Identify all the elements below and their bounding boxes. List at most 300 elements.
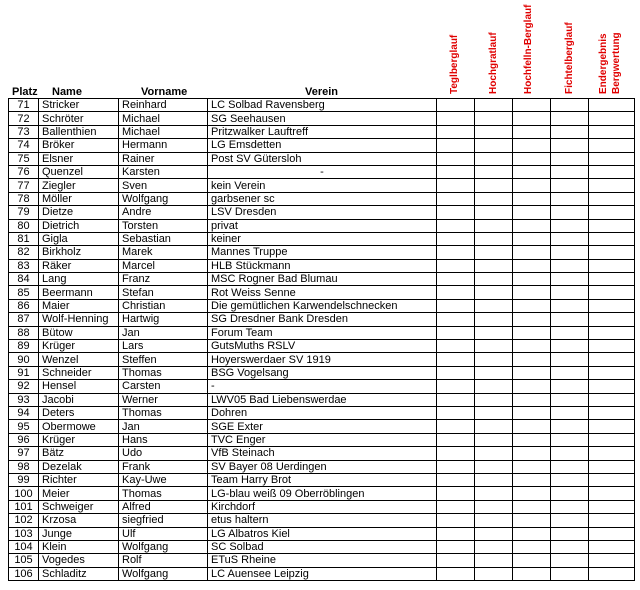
score-cell [475,192,513,205]
verein-cell: Die gemütlichen Karwendelschnecken [208,299,437,312]
vorname-cell: Thomas [119,406,208,419]
score-cell [551,514,589,527]
score-cell [513,460,551,473]
name-cell: Wolf-Henning [39,313,119,326]
score-cell [475,299,513,312]
score-cell [513,99,551,112]
verein-cell: MSC Rogner Bad Blumau [208,273,437,286]
score-cell [513,406,551,419]
score-cell [513,366,551,379]
platz-cell: 106 [9,567,39,580]
vorname-cell: Steffen [119,353,208,366]
platz-cell: 101 [9,500,39,513]
vorname-cell: Wolfgang [119,567,208,580]
score-cell [551,286,589,299]
score-cell [437,232,475,245]
score-cell [437,313,475,326]
vorname-cell: Carsten [119,380,208,393]
score-cell [551,473,589,486]
name-cell: Birkholz [39,246,119,259]
vorname-cell: Alfred [119,500,208,513]
score-cell [475,219,513,232]
table-row [9,165,635,178]
score-cell [589,125,635,138]
verein-cell: Team Harry Brot [208,473,437,486]
platz-cell: 77 [9,179,39,192]
name-cell: Vogedes [39,554,119,567]
verein-cell: HLB Stückmann [208,259,437,272]
score-cell [551,567,589,580]
vorname-cell: Hermann [119,139,208,152]
score-cell [513,473,551,486]
vorname-cell: Thomas [119,366,208,379]
score-cell [475,406,513,419]
header-hochgratlauf [489,2,507,94]
name-cell: Junge [39,527,119,540]
score-cell [589,393,635,406]
table-row [9,206,635,219]
vorname-cell: siegfried [119,514,208,527]
platz-cell: 102 [9,514,39,527]
score-cell [551,219,589,232]
score-cell [589,447,635,460]
table-row [9,554,635,567]
name-cell: Beermann [39,286,119,299]
score-cell [437,246,475,259]
score-cell [551,447,589,460]
table-row [9,273,635,286]
score-cell [513,192,551,205]
table-row [9,179,635,192]
table-row [9,447,635,460]
score-cell [513,433,551,446]
score-cell [589,232,635,245]
score-cell [513,514,551,527]
header-hochgratlauf-label: Hochgratlauf [488,32,499,94]
table-row [9,125,635,138]
verein-cell: keiner [208,232,437,245]
score-cell [551,313,589,326]
score-cell [589,420,635,433]
score-cell [551,540,589,553]
score-cell [475,540,513,553]
score-cell [513,299,551,312]
score-cell [437,179,475,192]
platz-cell: 92 [9,380,39,393]
verein-cell: - [208,380,437,393]
name-cell: Ballenthien [39,125,119,138]
verein-cell: Dohren [208,406,437,419]
platz-cell: 78 [9,192,39,205]
name-cell: Obermowe [39,420,119,433]
verein-cell: Hoyerswerdaer SV 1919 [208,353,437,366]
table-row [9,353,635,366]
vorname-cell: Ulf [119,527,208,540]
score-cell [551,273,589,286]
score-cell [589,192,635,205]
score-cell [437,514,475,527]
vorname-cell: Torsten [119,219,208,232]
verein-cell: LG-blau weiß 09 Oberröblingen [208,487,437,500]
platz-cell: 85 [9,286,39,299]
name-cell: Schröter [39,112,119,125]
verein-cell: Rot Weiss Senne [208,286,437,299]
platz-cell: 99 [9,473,39,486]
score-cell [475,259,513,272]
score-cell [551,380,589,393]
vorname-cell: Marek [119,246,208,259]
platz-cell: 72 [9,112,39,125]
name-cell: Richter [39,473,119,486]
table-row [9,540,635,553]
score-cell [475,366,513,379]
score-cell [589,514,635,527]
score-cell [437,340,475,353]
verein-cell: etus haltern [208,514,437,527]
score-cell [589,340,635,353]
score-cell [589,313,635,326]
platz-cell: 94 [9,406,39,419]
score-cell [589,326,635,339]
verein-cell: privat [208,219,437,232]
score-cell [437,259,475,272]
vorname-cell: Marcel [119,259,208,272]
score-cell [475,340,513,353]
score-cell [513,206,551,219]
name-cell: Krüger [39,340,119,353]
score-cell [513,286,551,299]
score-cell [513,246,551,259]
score-cell [475,393,513,406]
vorname-cell: Hans [119,433,208,446]
score-cell [551,206,589,219]
score-cell [437,165,475,178]
name-cell: Krüger [39,433,119,446]
platz-cell: 105 [9,554,39,567]
score-cell [589,99,635,112]
platz-cell: 91 [9,366,39,379]
table-row [9,246,635,259]
vorname-cell: Jan [119,420,208,433]
platz-cell: 84 [9,273,39,286]
score-cell [589,206,635,219]
score-cell [475,554,513,567]
vorname-cell: Kay-Uwe [119,473,208,486]
score-cell [589,165,635,178]
table-row [9,487,635,500]
score-cell [513,165,551,178]
score-cell [475,139,513,152]
score-cell [551,366,589,379]
verein-cell: SC Solbad [208,540,437,553]
platz-cell: 104 [9,540,39,553]
score-cell [437,406,475,419]
platz-cell: 82 [9,246,39,259]
verein-cell: kein Verein [208,179,437,192]
vorname-cell: Rolf [119,554,208,567]
results-rows [9,99,635,581]
score-cell [475,567,513,580]
header-teglberglauf [450,2,468,94]
verein-cell: - [208,165,437,178]
score-cell [513,527,551,540]
score-cell [589,353,635,366]
score-cell [551,125,589,138]
verein-cell: Forum Team [208,326,437,339]
score-cell [551,527,589,540]
score-cell [437,380,475,393]
score-cell [589,380,635,393]
header-endergebnis-label: Endergebnis [598,33,609,94]
score-cell [513,500,551,513]
score-cell [551,500,589,513]
name-cell: Stricker [39,99,119,112]
table-row [9,460,635,473]
score-cell [589,473,635,486]
name-cell: Bätz [39,447,119,460]
score-cell [437,326,475,339]
score-cell [437,273,475,286]
vorname-cell: Michael [119,112,208,125]
verein-cell: SG Seehausen [208,112,437,125]
name-cell: Bröker [39,139,119,152]
table-row [9,299,635,312]
platz-cell: 100 [9,487,39,500]
score-cell [513,313,551,326]
platz-cell: 83 [9,259,39,272]
score-cell [437,99,475,112]
verein-cell: LWV05 Bad Liebenswerdae [208,393,437,406]
score-cell [475,206,513,219]
table-row [9,232,635,245]
header-platz: Platz [12,86,38,98]
score-cell [513,273,551,286]
table-row [9,326,635,339]
vorname-cell: Thomas [119,487,208,500]
verein-cell: LC Auensee Leipzig [208,567,437,580]
score-cell [551,246,589,259]
name-cell: Quenzel [39,165,119,178]
platz-cell: 86 [9,299,39,312]
score-cell [475,165,513,178]
score-cell [475,99,513,112]
score-cell [589,152,635,165]
score-cell [551,554,589,567]
verein-cell: Kirchdorf [208,500,437,513]
score-cell [475,353,513,366]
score-cell [551,326,589,339]
score-cell [551,179,589,192]
verein-cell: ETuS Rheine [208,554,437,567]
score-cell [589,540,635,553]
name-cell: Möller [39,192,119,205]
score-cell [589,259,635,272]
score-cell [551,420,589,433]
vorname-cell: Hartwig [119,313,208,326]
score-cell [475,232,513,245]
score-cell [551,192,589,205]
score-cell [589,112,635,125]
platz-cell: 96 [9,433,39,446]
platz-cell: 89 [9,340,39,353]
score-cell [589,567,635,580]
platz-cell: 80 [9,219,39,232]
table-row [9,313,635,326]
score-cell [589,179,635,192]
header-verein: Verein [305,86,339,98]
name-cell: Schweiger [39,500,119,513]
score-cell [551,99,589,112]
score-cell [589,366,635,379]
name-cell: Ziegler [39,179,119,192]
platz-cell: 87 [9,313,39,326]
score-cell [437,554,475,567]
score-cell [589,246,635,259]
platz-cell: 103 [9,527,39,540]
name-cell: Deters [39,406,119,419]
table-row [9,99,635,112]
table-row [9,420,635,433]
score-cell [437,473,475,486]
platz-cell: 95 [9,420,39,433]
score-cell [475,326,513,339]
score-cell [551,232,589,245]
score-cell [513,326,551,339]
score-cell [475,447,513,460]
score-cell [551,460,589,473]
score-cell [551,259,589,272]
vorname-cell: Sven [119,179,208,192]
score-cell [589,406,635,419]
table-row [9,567,635,580]
score-cell [551,406,589,419]
verein-cell: LC Solbad Ravensberg [208,99,437,112]
header-bergwertung-label: Bergwertung [611,32,622,94]
platz-cell: 97 [9,447,39,460]
score-cell [475,286,513,299]
score-cell [513,353,551,366]
header-fichtelberglauf [565,2,583,94]
table-row [9,112,635,125]
vorname-cell: Lars [119,340,208,353]
score-cell [475,246,513,259]
score-cell [475,179,513,192]
header-hochfelln-label: Hochfelln-Berglauf [523,4,534,94]
score-cell [475,125,513,138]
vorname-cell: Christian [119,299,208,312]
platz-cell: 75 [9,152,39,165]
table-row [9,286,635,299]
score-cell [513,487,551,500]
score-cell [551,433,589,446]
table-row [9,393,635,406]
score-cell [475,487,513,500]
score-cell [437,299,475,312]
score-cell [589,219,635,232]
vorname-cell: Stefan [119,286,208,299]
name-cell: Dietrich [39,219,119,232]
name-cell: Lang [39,273,119,286]
score-cell [513,232,551,245]
score-cell [551,353,589,366]
score-cell [589,273,635,286]
score-cell [437,487,475,500]
name-cell: Dezelak [39,460,119,473]
platz-cell: 98 [9,460,39,473]
name-cell: Gigla [39,232,119,245]
score-cell [437,192,475,205]
score-cell [513,567,551,580]
table-row [9,152,635,165]
score-cell [589,139,635,152]
platz-cell: 79 [9,206,39,219]
score-cell [513,340,551,353]
platz-cell: 90 [9,353,39,366]
score-cell [437,447,475,460]
platz-cell: 93 [9,393,39,406]
score-cell [437,540,475,553]
score-cell [475,527,513,540]
score-cell [589,487,635,500]
score-cell [551,165,589,178]
table-row [9,473,635,486]
score-cell [475,152,513,165]
table-row [9,259,635,272]
platz-cell: 76 [9,165,39,178]
name-cell: Bütow [39,326,119,339]
score-cell [475,420,513,433]
score-cell [475,380,513,393]
header-vorname: Vorname [141,86,188,98]
verein-cell: garbsener sc [208,192,437,205]
table-row [9,380,635,393]
vorname-cell: Rainer [119,152,208,165]
table-row [9,406,635,419]
header-fichtelberglauf-label: Fichtelberglauf [564,22,575,94]
platz-cell: 81 [9,232,39,245]
score-cell [513,179,551,192]
score-cell [437,393,475,406]
score-cell [513,139,551,152]
table-row [9,433,635,446]
verein-cell: GutsMuths RSLV [208,340,437,353]
name-cell: Schneider [39,366,119,379]
table-row [9,139,635,152]
table-row [9,192,635,205]
name-cell: Räker [39,259,119,272]
vorname-cell: Franz [119,273,208,286]
header-bergwertung [612,2,630,94]
score-cell [437,139,475,152]
score-cell [513,259,551,272]
score-cell [513,554,551,567]
table-row [9,527,635,540]
table-row [9,219,635,232]
score-cell [551,139,589,152]
score-cell [475,433,513,446]
verein-cell: BSG Vogelsang [208,366,437,379]
score-cell [437,433,475,446]
score-cell [475,514,513,527]
verein-cell: VfB Steinach [208,447,437,460]
score-cell [589,554,635,567]
table-row [9,514,635,527]
verein-cell: LG Albatros Kiel [208,527,437,540]
score-cell [589,286,635,299]
score-cell [551,112,589,125]
score-cell [513,112,551,125]
score-cell [513,125,551,138]
